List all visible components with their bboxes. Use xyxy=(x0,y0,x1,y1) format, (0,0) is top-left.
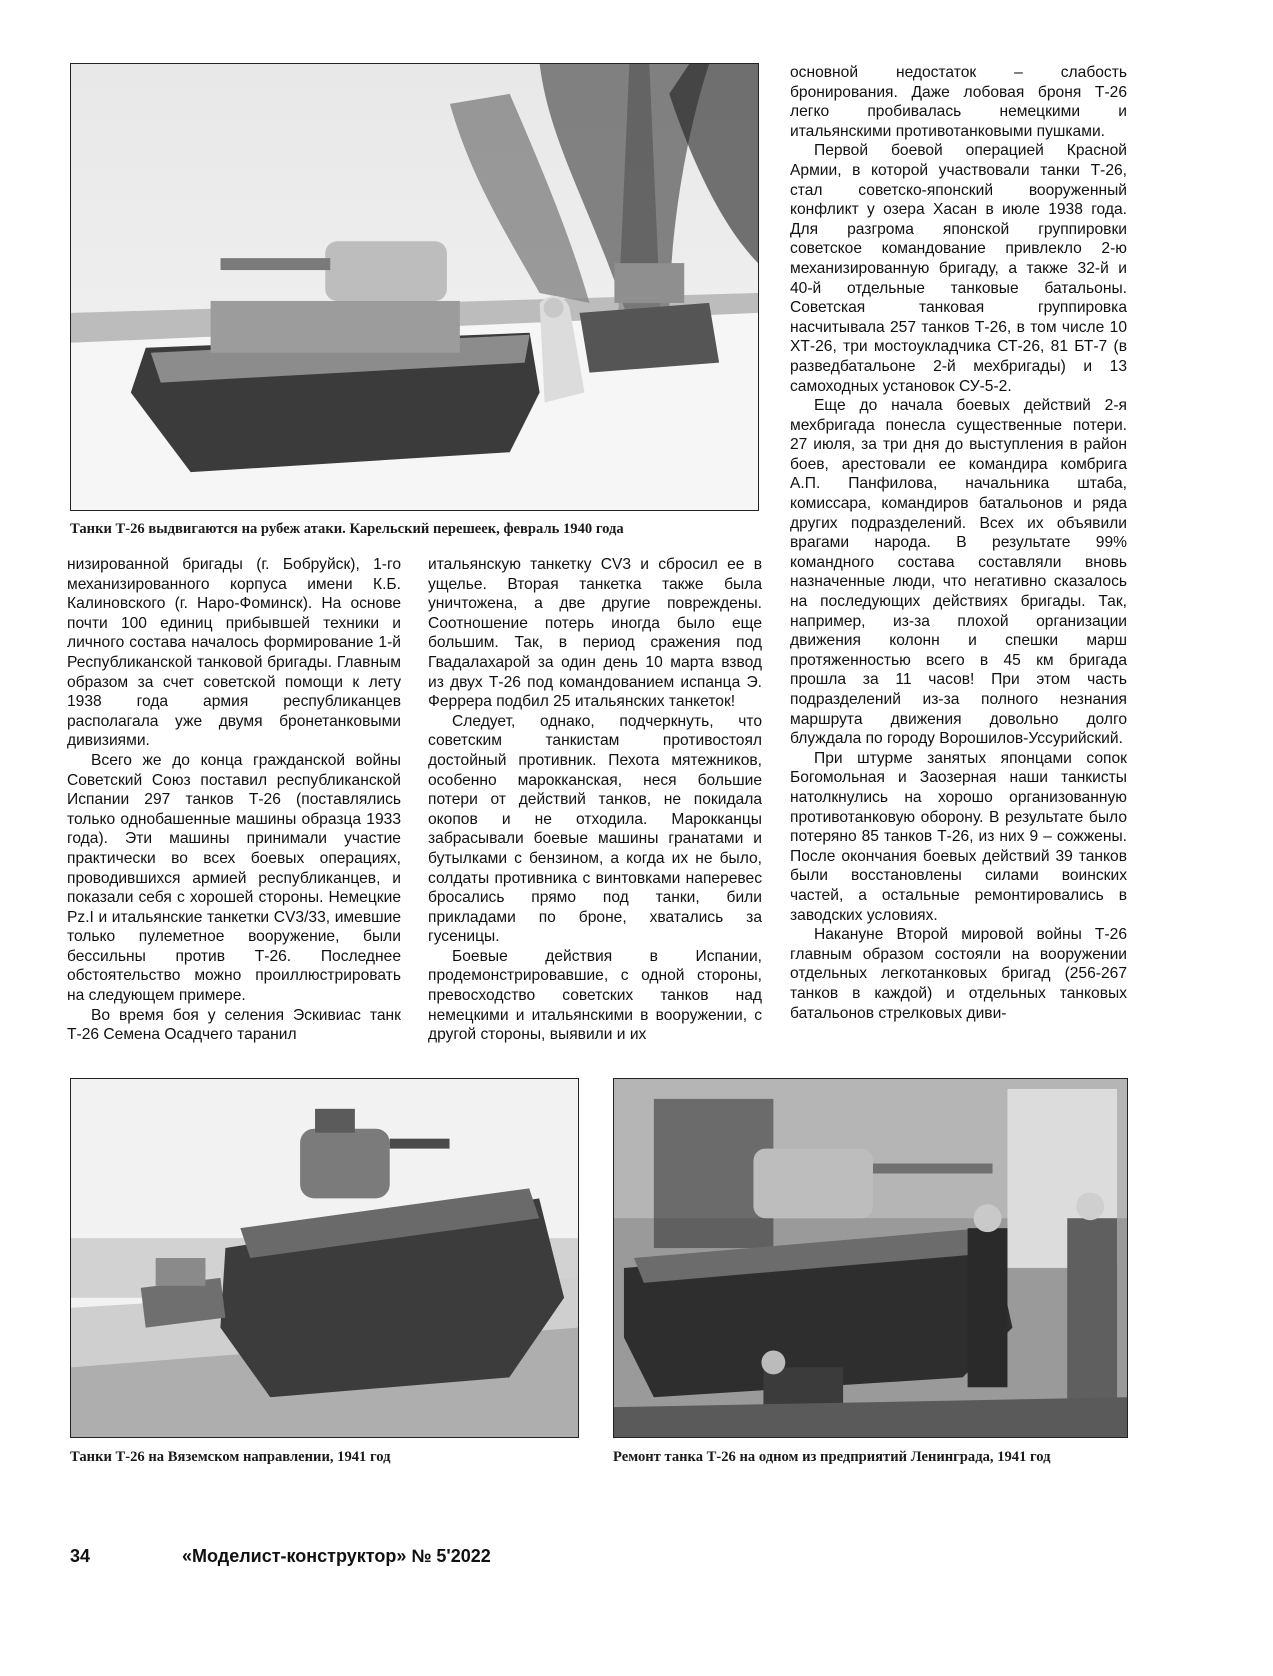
photo-leningrad-repair xyxy=(613,1078,1128,1438)
magazine-title: «Моделист-конструктор» № 5'2022 xyxy=(182,1546,491,1566)
paragraph: низированной бригады (г. Бобруйск), 1-го механизированного корпуса имени К.Б. Калиновского (г. Наро-Фоминск). На основе почти 100 единиц прибывшей техники и личного состава началось формирование 1-й Республиканской танковой бригады. Главным образом за счет советской помощи к лету 1938 года армия республиканцев располагала уже двумя бронетанковыми дивизиями. xyxy=(67,556,401,750)
paragraph: итальянскую танкетку CV3 и сбросил ее в ущелье. Вторая танкетка также была уничтожена, а две другие повреждены. Соотношение потерь иногда было еще большим. Так, в период сражения под Гвадалахарой за один день 10 марта взвод из двух Т-26 под командованием испанца Э. Феррера подбил 25 итальянских танкеток! xyxy=(428,556,762,711)
photo-caption-winter: Танки Т-26 выдвигаются на рубеж атаки. Карельский перешеек, февраль 1940 года xyxy=(70,521,624,537)
paragraph: Всего же до конца гражданской войны Советский Союз поставил республиканской Испании 297 танков Т-26 (поставлялись только однобашенные машины образца 1933 года). Эти машины принимали участие практически во всех боевых операциях, проводившихся армией республиканцев, и показали себя с хорошей стороны. Немецкие Pz.I и итальянские танкетки CV3/33, имевшие только пулеметное вооружение, были бессильны против Т-26. Последнее обстоятельство можно проиллюстрировать на следующем примере. xyxy=(67,751,401,1005)
text-column-left xyxy=(67,555,401,1045)
paragraph: основной недостаток – слабость бронирования. Даже лобовая броня Т-26 легко пробивалась немецкими и итальянскими противотанковыми пушками. xyxy=(790,64,1127,140)
photo-caption-vyazma: Танки Т-26 на Вяземском направлении, 1941 год xyxy=(70,1449,391,1465)
text-column-right xyxy=(790,63,1127,1023)
paragraph: При штурме занятых японцами сопок Богомольная и Заозерная наши танкисты натолкнулись на хорошо организованную противотанковую оборону. В результате было потеряно 85 танков Т-26, из них 9 – сожжены. После окончания боевых действий 39 танков были восстановлены силами воинских частей, а остальные ремонтировались в заводских условиях. xyxy=(790,749,1127,924)
paragraph: Во время боя у селения Эскивиас танк Т-26 Семена Осадчего таранил xyxy=(67,1006,401,1044)
paragraph: Накануне Второй мировой войны Т-26 главным образом состояли на вооружении отдельных легкотанковых бригад (256-267 танков в каждой) и отдельных танковых батальонов стрелковых диви- xyxy=(790,926,1127,1022)
paragraph: Следует, однако, подчеркнуть, что советским танкистам противостоял достойный противник. Пехота мятежников, особенно марокканская, неся большие потери от действий танков, не покидала окопов и не отходила. Марокканцы забрасывали боевые машины гранатами и бутылками с бензином, а когда их не было, солдаты противника с винтовками наперевес бросались прямо под танки, били прикладами по броне, хватались за гусеницы. xyxy=(428,712,762,946)
paragraph: Боевые действия в Испании, продемонстрировавшие, с одной стороны, превосходство советских танков над немецкими и итальянскими в вооружении, с другой стороны, выявили и их xyxy=(428,947,762,1044)
photo-vyazma-tanks xyxy=(70,1078,579,1438)
page-number: 34 xyxy=(70,1546,91,1566)
photo-caption-leningrad: Ремонт танка Т-26 на одном из предприятий Ленинграда, 1941 год xyxy=(613,1449,1051,1465)
paragraph: Еще до начала боевых действий 2-я мехбригада понесла существенные потери. 27 июля, за три дня до выступления в район боев, арестовали ее командира комбрига А.П. Панфилова, начальника штаба, комиссара, командиров батальонов и ряда других подразделений. Всех их объявили врагами народа. В результате 99% командного состава составляли вновь назначенные люди, что негативно сказалось на последующих действиях бригады. Так, например, из-за плохой организации движения колонн и спешки марш протяженностью всего в 45 км бригада прошла за 11 часов! При этом часть подразделений из-за полного незнания маршрута движения довольно долго блуждала по городу Ворошилов-Уссурийский. xyxy=(790,397,1127,748)
photo-winter-tanks xyxy=(70,63,759,511)
paragraph: Первой боевой операцией Красной Армии, в которой участвовали танки Т-26, стал советско-японский вооруженный конфликт у озера Хасан в июле 1938 года. Для разгрома японской группировки советское командование привлекло 2-ю механизированную бригаду, а также 32-й и 40-й отдельные танковые батальоны. Советская танковая группировка насчитывала 257 танков Т-26, в том числе 10 ХТ-26, три мостоукладчика СТ-26, 81 БТ-7 (в разведбатальоне 2-й мехбригады) и 13 самоходных установок СУ-5-2. xyxy=(790,142,1127,395)
text-column-middle xyxy=(428,555,762,1045)
